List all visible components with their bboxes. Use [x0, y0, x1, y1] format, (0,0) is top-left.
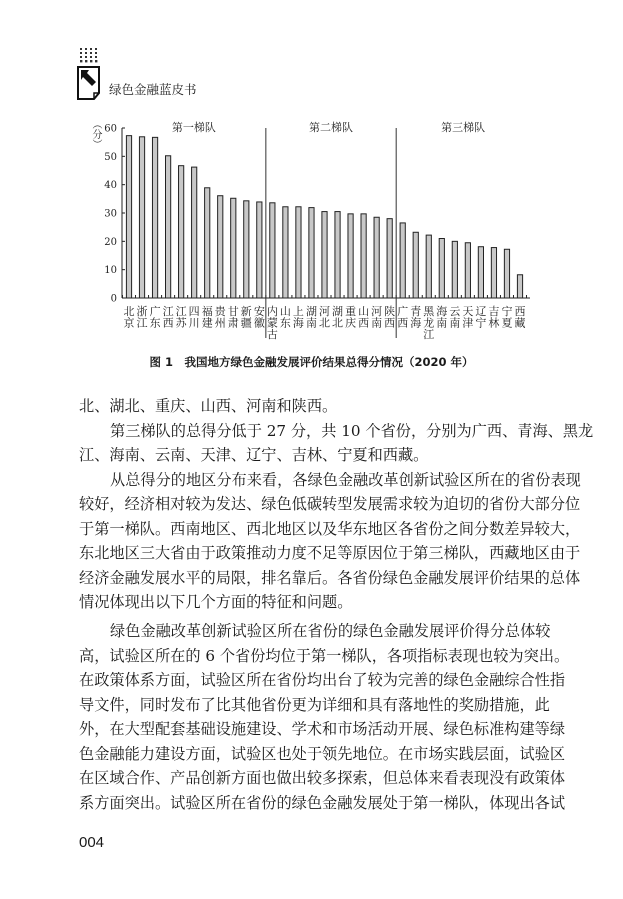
x-category-label: 河南	[371, 305, 383, 330]
y-tick-label: 0	[110, 293, 117, 305]
bar-内蒙古	[270, 203, 275, 298]
x-category-label: 天津	[462, 305, 474, 330]
bar-河北	[322, 212, 327, 298]
x-category-label: 北京	[123, 305, 135, 330]
bar-四川	[192, 167, 197, 298]
y-tick-label: 60	[104, 123, 117, 135]
bar-贵州	[218, 196, 223, 298]
y-tick-label: 30	[104, 208, 117, 220]
group-label: 第一梯队	[171, 121, 216, 134]
bar-安徽	[257, 202, 262, 298]
y-tick-label: 10	[104, 265, 117, 277]
bar-黑龙江	[426, 235, 431, 298]
x-category-label: 内蒙古	[266, 305, 278, 341]
bar-湖南	[309, 208, 314, 298]
bar-新疆	[244, 201, 249, 298]
bar-西藏	[517, 275, 522, 298]
body-text-line: 第三梯队的总得分低于 27 分，共 10 个省份，分别为广西、青海、黑龙	[110, 422, 594, 440]
x-category-label: 重庆	[345, 305, 357, 330]
bar-天津	[465, 243, 470, 298]
x-category-label: 江西	[162, 305, 174, 330]
x-category-label: 黑龙江	[423, 305, 435, 341]
bar-北京	[126, 136, 131, 298]
bar-甘肃	[231, 198, 236, 298]
bar-浙江	[139, 137, 144, 298]
y-tick-label: 40	[104, 180, 117, 192]
body-text-line: 外，在大型配套基础设施建设、学术和市场活动开展、绿色标准构建等绿	[79, 720, 565, 738]
bar-重庆	[348, 214, 353, 298]
x-category-label: 江苏	[175, 305, 187, 330]
x-category-label: 山东	[279, 305, 291, 330]
x-category-label: 河北	[319, 305, 330, 330]
x-category-label: 新疆	[240, 305, 252, 330]
x-category-label: 辽宁	[475, 305, 487, 330]
x-category-label: 宁夏	[501, 305, 513, 330]
x-category-label: 福建	[201, 305, 213, 330]
x-category-label: 甘肃	[227, 305, 239, 330]
bar-河南	[374, 217, 379, 298]
bar-福建	[205, 188, 210, 298]
group-label: 第三梯队	[441, 121, 486, 134]
bar-广东	[152, 137, 157, 298]
bar-广西	[400, 223, 405, 298]
x-category-label: 吉林	[488, 305, 500, 330]
bar-山西	[361, 214, 366, 298]
bar-上海	[296, 207, 301, 298]
body-text-line: 系方面突出。试验区所在省份的绿色金融发展处于第一梯队，体现出各试	[79, 794, 565, 812]
x-category-label: 上海	[292, 305, 304, 330]
bar-宁夏	[504, 249, 509, 298]
x-category-label: 陕西	[384, 305, 396, 330]
y-tick-label: 20	[104, 236, 117, 248]
body-text-line: 绿色金融改革创新试验区所在省份的绿色金融发展评价得分总体较	[110, 622, 551, 640]
bar-辽宁	[478, 247, 483, 298]
x-category-label: 广西	[397, 305, 409, 330]
bar-湖北	[335, 212, 340, 298]
bar-江西	[166, 156, 171, 298]
x-category-label: 四川	[188, 305, 200, 330]
body-text-line: 导文件，同时发布了比其他省份更为详细和具有落地性的奖励措施，此	[79, 696, 550, 714]
body-text-line: 情况体现出以下几个方面的特征和问题。	[79, 593, 353, 611]
x-category-label: 湖南	[305, 305, 317, 330]
bar-山东	[283, 207, 288, 298]
body-text-line: 于第一梯队。西南地区、西北地区以及华东地区各省份之间分数差异较大，	[79, 520, 581, 538]
book-series-logo-icon	[76, 46, 102, 102]
book-series-title: 绿色金融蓝皮书	[109, 82, 197, 97]
body-text-line: 北、湖北、重庆、山西、河南和陕西。	[79, 397, 338, 415]
y-axis-label: （分）	[90, 119, 101, 149]
figure-caption: 图 1 我国地方绿色金融发展评价结果总得分情况（2020 年）	[149, 355, 474, 369]
bar-陕西	[387, 219, 392, 298]
x-category-label: 广东	[149, 305, 161, 330]
body-text-line: 从总得分的地区分布来看，各绿色金融改革创新试验区所在的省份表现	[110, 471, 581, 489]
body-text-line: 高，试验区所在的 6 个省份均位于第一梯队，各项指标表现也较为突出。	[79, 647, 570, 665]
x-category-label: 浙江	[136, 305, 148, 330]
x-category-label: 西藏	[514, 305, 526, 330]
body-text-line: 江、海南、云南、天津、辽宁、吉林、宁夏和西藏。	[79, 446, 429, 464]
bar-江苏	[179, 166, 184, 298]
body-text-line: 在区域合作、产品创新方面也做出较多探索，但总体来看表现没有政策体	[79, 769, 565, 787]
body-text-line: 较好，经济相对较为发达、绿色低碳转型发展需求较为迫切的省份大部分位	[79, 495, 581, 513]
x-category-label: 湖北	[332, 305, 344, 330]
x-category-label: 云南	[449, 305, 461, 330]
body-text-line: 在政策体系方面，试验区所在省份均出台了较为完善的绿色金融综合性指	[79, 671, 565, 689]
body-text-line: 东北地区三大省由于政策推动力度不足等原因位于第三梯队，西藏地区由于	[79, 544, 581, 562]
bar-青海	[413, 232, 418, 298]
y-tick-label: 50	[104, 151, 117, 163]
x-category-label: 山西	[358, 305, 370, 330]
body-text-line: 经济金融发展水平的局限，排名靠后。各省份绿色金融发展评价结果的总体	[79, 569, 581, 587]
bar-海南	[439, 239, 444, 299]
body-text-line: 色金融能力建设方面，试验区也处于领先地位。在市场实践层面，试验区	[79, 745, 565, 763]
x-category-label: 海南	[436, 305, 448, 330]
x-category-label: 安徽	[253, 305, 265, 330]
x-category-label: 青海	[410, 305, 422, 330]
bar-云南	[452, 241, 457, 298]
bar-吉林	[491, 248, 496, 298]
x-category-label: 贵州	[214, 305, 226, 330]
group-label: 第二梯队	[309, 121, 354, 134]
page-number: 004	[79, 834, 105, 851]
